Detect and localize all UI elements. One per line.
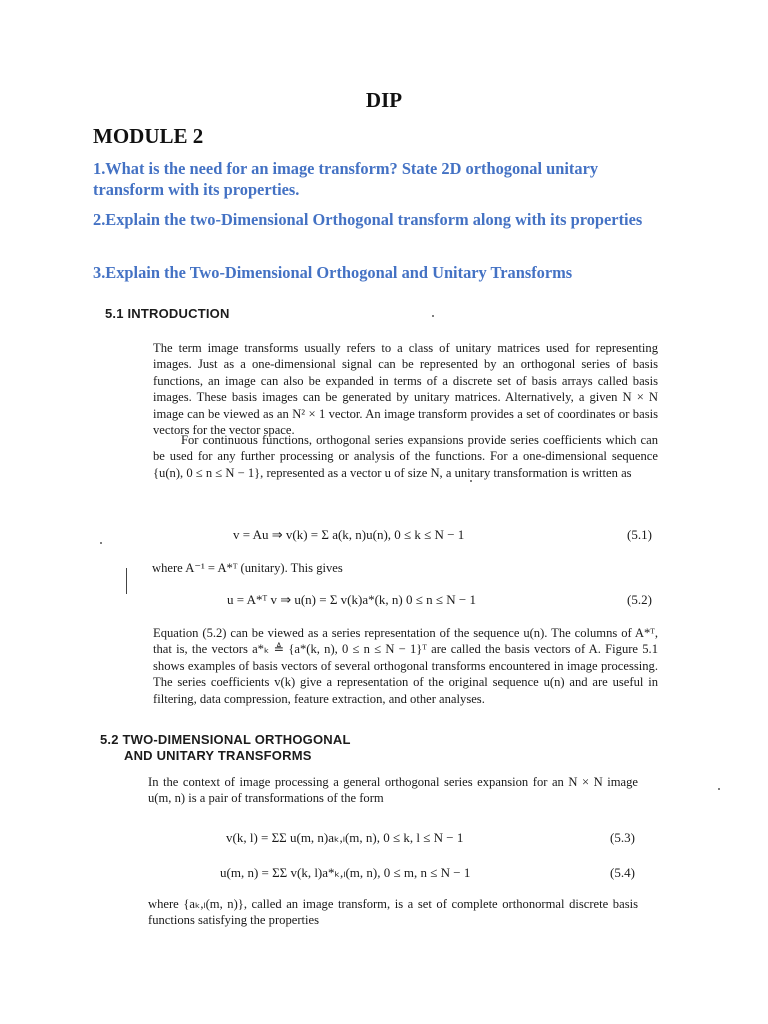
question-2: 2.Explain the two-Dimensional Orthogonal transform along with its properties xyxy=(93,210,643,229)
where-unitary-text: where A⁻¹ = A*ᵀ (unitary). This gives xyxy=(152,561,343,575)
equation-number-5-2: (5.2) xyxy=(627,592,652,607)
scan-speck xyxy=(432,315,434,317)
section-heading-introduction: 5.1 INTRODUCTION xyxy=(105,306,230,321)
scan-speck xyxy=(470,480,472,482)
scanned-textbook-page xyxy=(0,290,768,1024)
equation-5-3: v(k, l) = ΣΣ u(m, n)aₖ,ₗ(m, n), 0 ≤ k, l ≤ N − 1 xyxy=(226,830,464,845)
question-3: 3.Explain the Two-Dimensional Orthogonal and Unitary Transforms xyxy=(93,263,573,282)
section-heading-line-2: AND UNITARY TRANSFORMS xyxy=(124,748,312,763)
equation-number-5-3: (5.3) xyxy=(610,830,635,845)
paragraph-introduction: The term image transforms usually refers to a class of unitary matrices used for representing images. Just as a one-dimensional signal can be represented by an orthogonal series of basis functions, an image can also be expanded in terms of a discrete set of basis arrays called basis images. These basis images can be generated by unitary matrices. Alternatively, a given N × N image can be viewed as an N² × 1 vector. An image transform provides a set of coordinates or basis vectors for the vector space. xyxy=(153,341,658,438)
paragraph-image-transform-definition: where {aₖ,ₗ(m, n)}, called an image transform, is a set of complete orthonormal discrete basis functions satisfying the properties xyxy=(148,897,638,928)
equation-5-4: u(m, n) = ΣΣ v(k, l)a*ₖ,ₗ(m, n), 0 ≤ m, n ≤ N − 1 xyxy=(220,865,471,880)
question-1: 1.What is the need for an image transform? State 2D orthogonal unitary transform with its properties. xyxy=(93,159,599,199)
margin-pen-mark xyxy=(126,568,127,594)
scan-speck xyxy=(100,542,102,544)
paragraph-orthogonal-expansion: In the context of image processing a general orthogonal series expansion for an N × N image u(m, n) is a pair of transformations of the form xyxy=(148,775,638,806)
module-heading: MODULE 2 xyxy=(93,124,204,148)
page-title: DIP xyxy=(365,88,403,112)
paragraph-basis-vectors: Equation (5.2) can be viewed as a series representation of the sequence u(n). The columns of A*ᵀ, that is, the vectors a*ₖ ≜ {a*(k, n), 0 ≤ n ≤ N − 1}ᵀ are called the basis vectors of A. Figure 5.1 shows examples of basis vectors of several orthogonal transforms encountered in image processing. The series coefficients v(k) give a representation of the original sequence u(n) and are useful in filtering, data compression, feature extraction, and other analyses. xyxy=(153,626,658,706)
equation-5-2: u = A*ᵀ v ⇒ u(n) = Σ v(k)a*(k, n) 0 ≤ n ≤ N − 1 xyxy=(227,592,476,607)
section-heading-2d-transforms xyxy=(100,732,400,764)
section-heading-line-1: 5.2 TWO-DIMENSIONAL ORTHOGONAL xyxy=(100,732,351,747)
equation-5-1: v = Au ⇒ v(k) = Σ a(k, n)u(n), 0 ≤ k ≤ N − 1 xyxy=(233,527,465,542)
equation-number-5-4: (5.4) xyxy=(610,865,635,880)
paragraph-continuous-functions: For continuous functions, orthogonal series expansions provide series coefficients which can be used for any further processing or analysis of the functions. For a one-dimensional sequence {u(n), 0 ≤ n ≤ N − 1}, represented as a vector u of size N, a unitary transformation is written as xyxy=(153,433,658,480)
scan-speck xyxy=(718,788,720,790)
equation-number-5-1: (5.1) xyxy=(627,527,652,542)
